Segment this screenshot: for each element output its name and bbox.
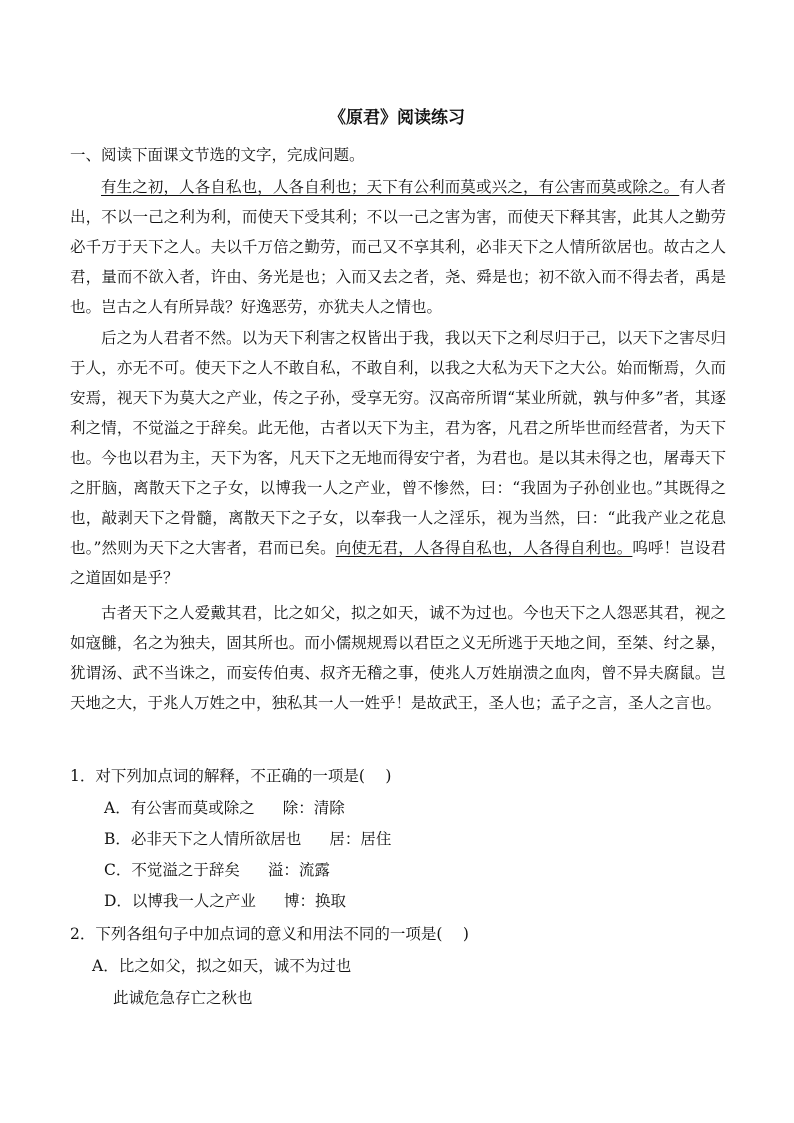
section-heading: 一、阅读下面课文节选的文字，完成问题。	[70, 146, 365, 164]
passage-text: 古者天下之人爱戴其君，比之如父，拟之如天，诚不为过也。今也天下之人怨恶其君，视之如寇雠，名之为独夫，固其所也。而小儒规规焉以君臣之义无所逃于天地之间，至桀、纣之暴，犹谓汤、武不当诛之，而妄传伯夷、叔齐无稽之事，使兆人万姓崩溃之血肉，曾不异夫腐鼠。岂天地之大，于兆人万姓之中，独私其一人一姓乎！是故武王，圣人也；孟子之言，圣人之言也。	[70, 604, 726, 712]
question-2-stem: 2．下列各组句子中加点词的意义和用法不同的一项是( )	[70, 925, 469, 943]
question-1-stem: 1．对下列加点词的解释，不正确的一项是( )	[70, 767, 392, 785]
option-text: C．不觉溢之于辞矣	[104, 861, 240, 879]
option-text: 此诚危急存亡之秋也	[113, 989, 253, 1007]
option-gloss: 博：换取	[283, 892, 346, 910]
passage-paragraph-1	[70, 172, 726, 322]
passage-text: 后之为人君者不然。以为天下利害之权皆出于我，我以天下之利尽归于己，以天下之害尽归于人，亦无不可。使天下之人不敢自私，不敢自利，以我之大私为天下之大公。始而惭焉，久而安焉，视天下为莫大之产业，传之子孙，受享无穷。汉高帝所谓“某业所就，孰与仲多”者，其逐利之情，不觉溢之于辞矣。此无他，古者以天下为主，君为客，凡君之所毕世而经营者，为天下也。今也以君为主，天下为客，凡天下之无地而得安宁者，为君也。是以其未得之也，屠毒天下之肝脑，离散天下之子女，以博我一人之产业，曾不惨然，曰：“我固为子孙创业也。”其既得之也，敲剥天下之骨髓，离散天下之子女，以奉我一人之淫乐，视为当然，曰：“此我产业之花息也。”然则为天下之大害者，君而已矣。	[70, 329, 726, 557]
passage-text: 有人者出，不以一己之利为利，而使天下受其利；不以一己之害为害，而使天下释其害，此其人之勤劳必千万于天下之人。夫以千万倍之勤劳，而己又不享其利，必非天下之人情所欲居也。故古之人君，量而不欲入者，许由、务光是也；入而又去之者，尧、舜是也；初不欲入而不得去者，禹是也。岂古之人有所异哉？好逸恶劳，亦犹夫人之情也。	[70, 178, 726, 316]
question-1-option-d[interactable]	[104, 888, 346, 914]
option-text: A．比之如父，拟之如天，诚不为过也	[92, 957, 352, 975]
option-text: D．以博我一人之产业	[104, 892, 256, 910]
option-gloss: 溢：流露	[267, 861, 330, 879]
option-gloss: 除：清除	[282, 799, 345, 817]
option-gloss: 居：居住	[329, 830, 392, 848]
passage-paragraph-3	[70, 598, 726, 718]
underlined-sentence: 有生之初，人各自私也，人各自利也；天下有公利而莫或兴之，有公害而莫或除之。	[101, 178, 680, 196]
question-2-option-a[interactable]	[92, 953, 351, 979]
question-2-option-a-second	[113, 985, 253, 1011]
option-text: A．有公害而莫或除之	[104, 799, 255, 817]
question-1-option-a[interactable]	[104, 795, 345, 821]
underlined-sentence: 向使无君，人各得自私也，人各得自利也。	[335, 539, 633, 557]
page-title: 《原君》阅读练习	[329, 108, 465, 128]
option-text: B．必非天下之人情所欲居也	[104, 830, 302, 848]
passage-text: 呜呼！岂设君之道固如是乎？	[70, 539, 726, 587]
question-1-option-c[interactable]	[104, 857, 330, 883]
question-1-option-b[interactable]	[104, 826, 391, 852]
passage-paragraph-2	[70, 323, 726, 593]
